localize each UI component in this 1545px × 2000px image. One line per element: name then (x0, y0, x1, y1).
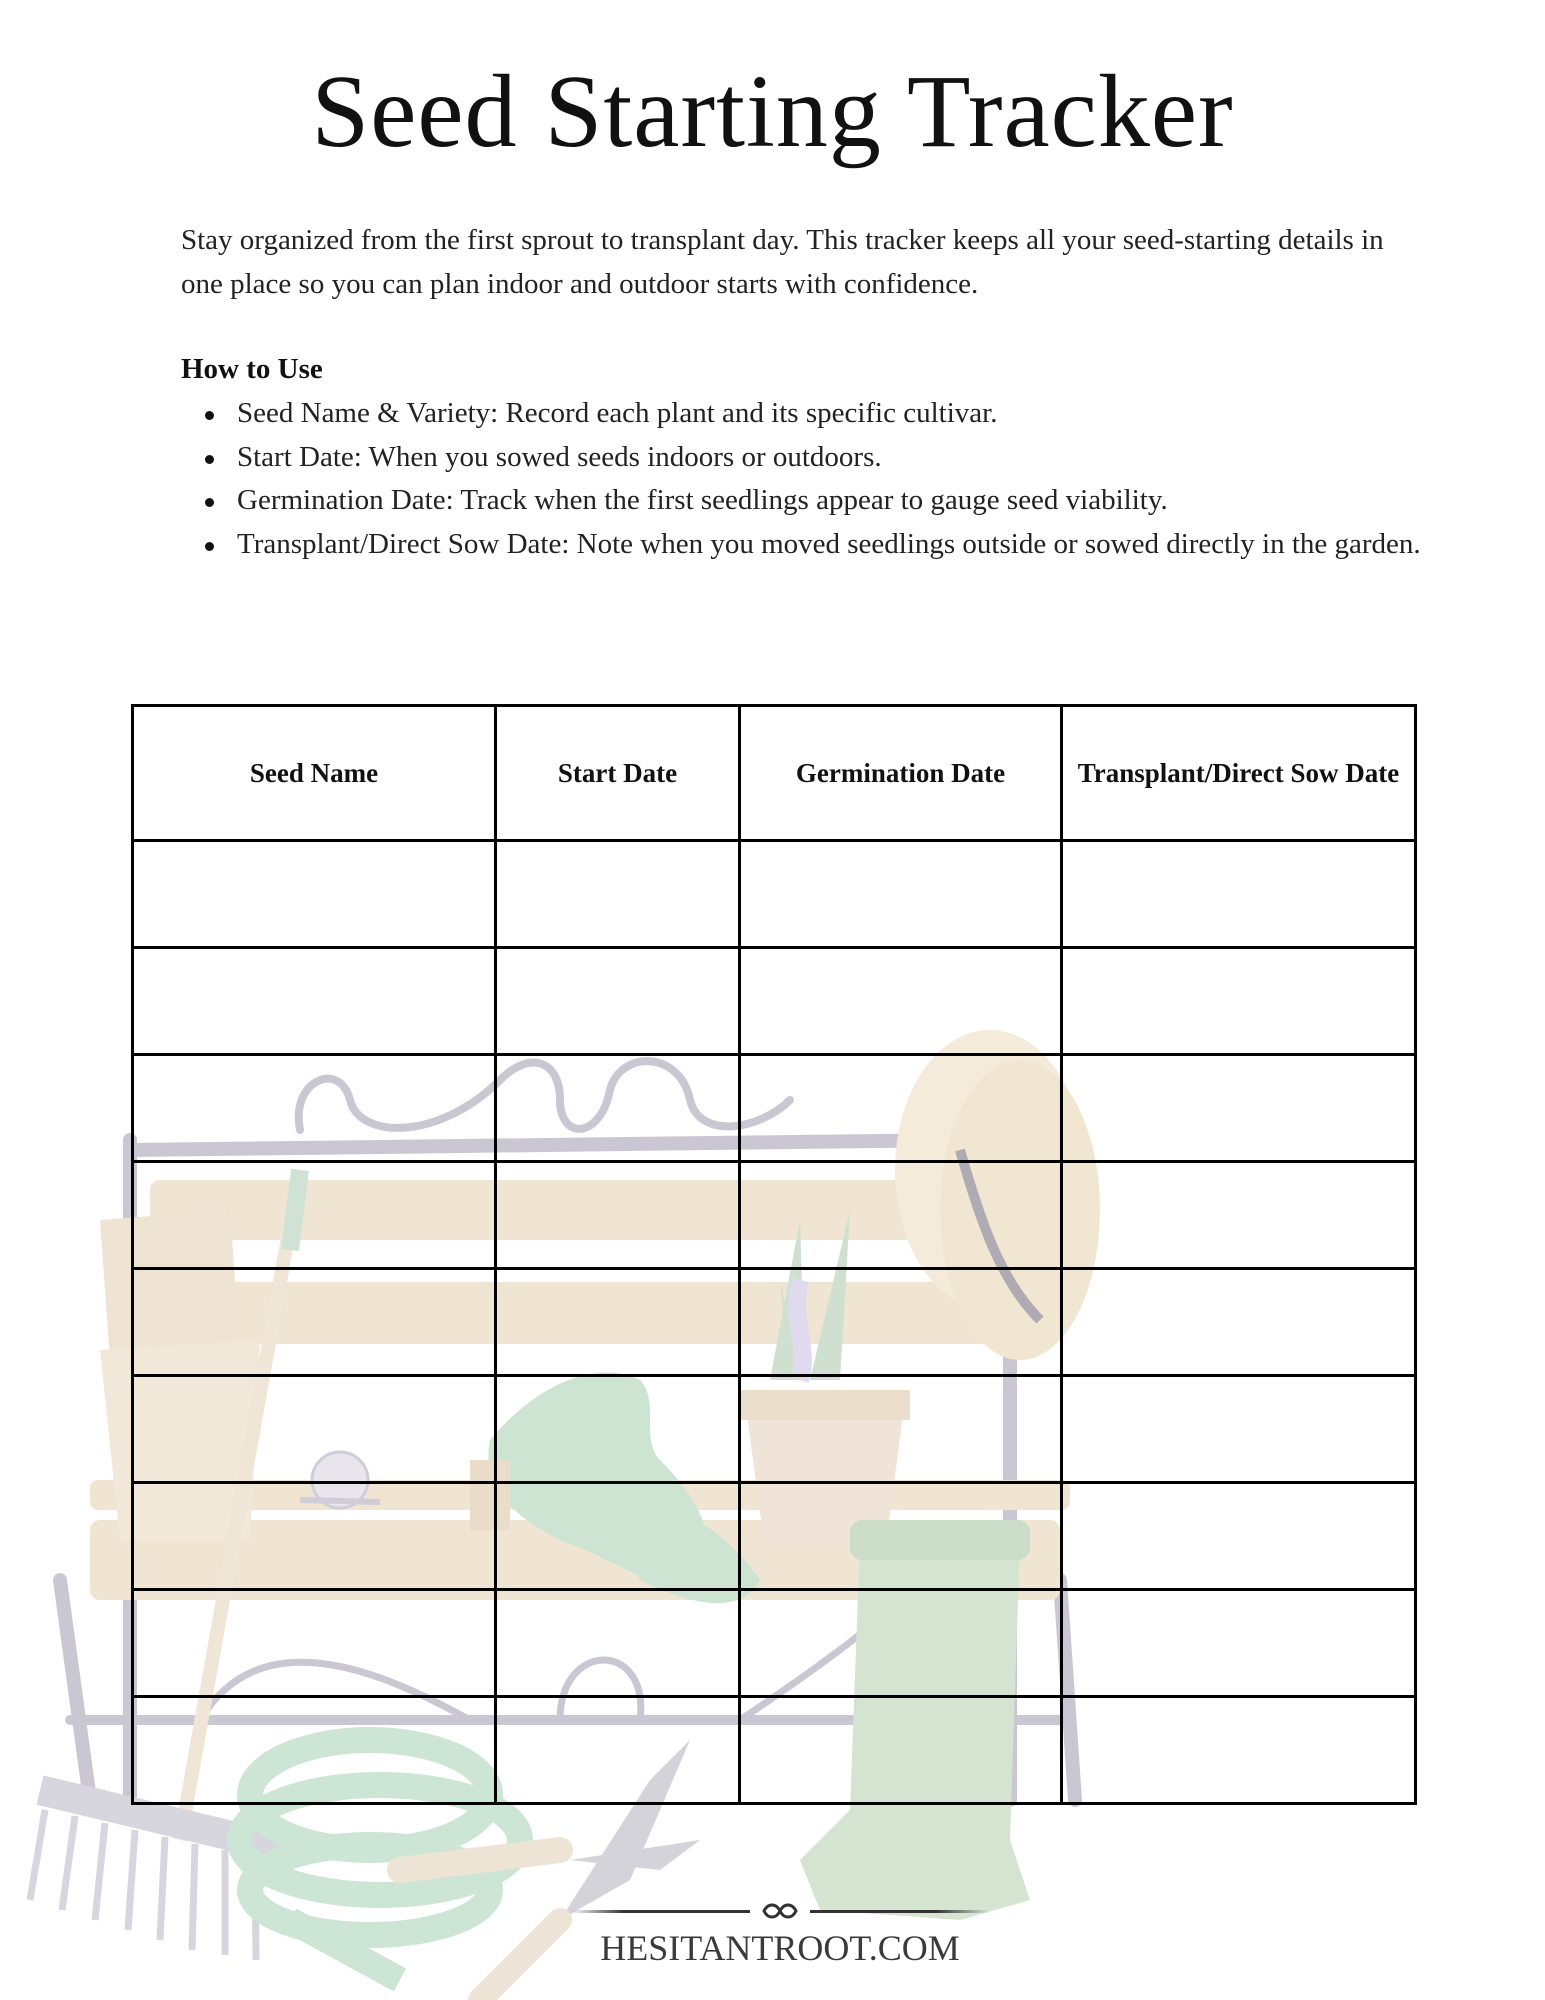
germination-date-cell[interactable] (740, 1055, 1062, 1162)
how-to-use-list (181, 392, 1431, 566)
germination-date-cell[interactable] (740, 841, 1062, 948)
seed-name-cell[interactable] (133, 1376, 496, 1483)
start-date-cell[interactable] (496, 1376, 740, 1483)
germination-date-cell[interactable] (740, 1483, 1062, 1590)
site-url[interactable]: HESITANTROOT.COM (600, 1928, 960, 1968)
seed-tracker-table (131, 704, 1417, 1805)
start-date-cell[interactable] (496, 1590, 740, 1697)
seed-name-cell[interactable] (133, 1697, 496, 1804)
how-to-use-item (181, 479, 1431, 523)
transplant-date-cell[interactable] (1062, 1376, 1416, 1483)
germination-date-cell[interactable] (740, 948, 1062, 1055)
how-to-use-item-text: Germination Date: Track when the first seedlings appear to gauge seed viability. (237, 484, 1168, 516)
footer-divider (560, 1896, 1000, 1926)
seed-name-cell[interactable] (133, 1055, 496, 1162)
how-to-use-item-text: Start Date: When you sowed seeds indoors or outdoors. (237, 440, 882, 473)
table-row (133, 1269, 1416, 1376)
germination-date-cell[interactable] (740, 1162, 1062, 1269)
intro-paragraph: Stay organized from the first sprout to transplant day. This tracker keeps all your seed-starting details in one place so you can plan indoor and outdoor starts with confidence. (181, 224, 1384, 300)
table-row (133, 1697, 1416, 1804)
header-seed-name: Seed Name (133, 706, 496, 841)
table-row (133, 841, 1416, 948)
bullet-icon (205, 455, 214, 464)
footer (560, 1896, 1000, 1968)
how-to-use-item (181, 523, 1431, 567)
germination-date-cell[interactable] (740, 1590, 1062, 1697)
table-row (133, 1162, 1416, 1269)
transplant-date-cell[interactable] (1062, 1269, 1416, 1376)
seed-name-cell[interactable] (133, 1590, 496, 1697)
table-row (133, 1590, 1416, 1697)
header-transplant-date: Transplant/Direct Sow Date (1062, 706, 1416, 841)
start-date-cell[interactable] (496, 1162, 740, 1269)
germination-date-cell[interactable] (740, 1376, 1062, 1483)
flourish-icon (760, 1899, 800, 1923)
transplant-date-cell[interactable] (1062, 1162, 1416, 1269)
seed-name-cell[interactable] (133, 948, 496, 1055)
how-to-use-item-text: Seed Name & Variety: Record each plant and its specific cultivar. (237, 397, 998, 429)
transplant-date-cell[interactable] (1062, 1697, 1416, 1804)
transplant-date-cell[interactable] (1062, 948, 1416, 1055)
how-to-use-item (181, 392, 1431, 436)
table-row (133, 1483, 1416, 1590)
seed-name-cell[interactable] (133, 841, 496, 948)
germination-date-cell[interactable] (740, 1269, 1062, 1376)
start-date-cell[interactable] (496, 841, 740, 948)
start-date-cell[interactable] (496, 1269, 740, 1376)
germination-date-cell[interactable] (740, 1697, 1062, 1804)
seed-name-cell[interactable] (133, 1269, 496, 1376)
transplant-date-cell[interactable] (1062, 1590, 1416, 1697)
bullet-icon (205, 498, 214, 507)
table-row (133, 1376, 1416, 1483)
header-germination-date: Germination Date (740, 706, 1062, 841)
start-date-cell[interactable] (496, 1697, 740, 1804)
divider-line-left (570, 1910, 750, 1913)
start-date-cell[interactable] (496, 1055, 740, 1162)
header-start-date: Start Date (496, 706, 740, 841)
table-row (133, 948, 1416, 1055)
seed-name-cell[interactable] (133, 1483, 496, 1590)
bullet-icon (205, 542, 214, 551)
divider-line-right (810, 1910, 990, 1913)
table-row (133, 1055, 1416, 1162)
table-header-row (133, 706, 1416, 841)
how-to-use-heading: How to Use (181, 353, 323, 385)
page-title: Seed Starting Tracker (311, 54, 1234, 169)
seed-name-cell[interactable] (133, 1162, 496, 1269)
transplant-date-cell[interactable] (1062, 1483, 1416, 1590)
start-date-cell[interactable] (496, 1483, 740, 1590)
start-date-cell[interactable] (496, 948, 740, 1055)
transplant-date-cell[interactable] (1062, 841, 1416, 948)
bullet-icon (205, 411, 214, 420)
how-to-use-item-text: Transplant/Direct Sow Date: Note when you moved seedlings outside or sowed directly in the garden. (237, 527, 1421, 560)
how-to-use-item (181, 436, 1431, 480)
transplant-date-cell[interactable] (1062, 1055, 1416, 1162)
